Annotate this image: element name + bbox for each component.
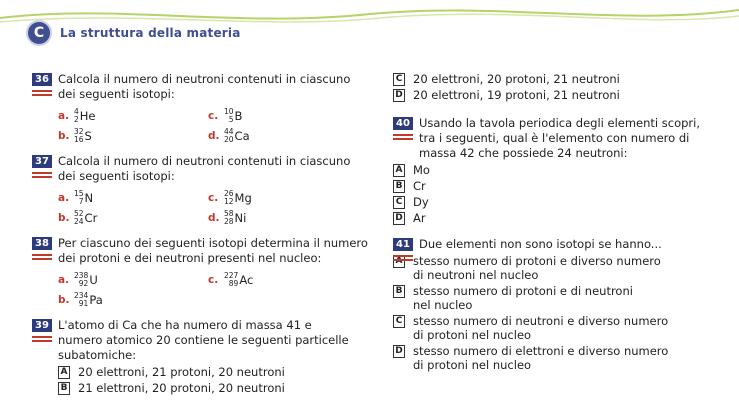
item-letter: c. — [208, 191, 219, 204]
question-text: Per ciascuno dei seguenti isotopi determina il numero dei protoni e dei neutroni presenti nel nucleo: — [58, 236, 368, 265]
nuclide — [74, 190, 93, 206]
question-number: 38 — [32, 237, 52, 250]
element-symbol: Ni — [234, 210, 247, 225]
isotope-list — [32, 270, 382, 310]
isotope-item — [58, 126, 208, 146]
section-title: La struttura della materia — [60, 26, 241, 40]
choice-letter-box: A — [58, 366, 70, 379]
answer-choice[interactable] — [393, 211, 733, 225]
question-text: Calcola il numero di neutroni contenuti in ciascuno dei seguenti isotopi: — [58, 72, 351, 101]
mass-number: 15 — [74, 189, 84, 198]
item-letter: d. — [208, 211, 220, 224]
question-36 — [32, 72, 382, 102]
mass-number: 44 — [224, 127, 234, 136]
choice-letter-box: C — [393, 73, 405, 86]
item-letter: c. — [208, 109, 219, 122]
choice-letter-box: D — [393, 89, 405, 102]
choice-list — [393, 254, 733, 372]
answer-choice[interactable] — [393, 72, 733, 86]
element-symbol: He — [79, 108, 96, 123]
choice-text: stesso numero di protoni e diverso numero di neutroni nel nucleo — [413, 254, 661, 282]
choice-letter-box: A — [393, 164, 405, 177]
question-text: Calcola il numero di neutroni contenuti in ciascuno dei seguenti isotopi: — [58, 154, 351, 183]
choice-list — [32, 365, 382, 395]
element-symbol: Mg — [234, 190, 252, 205]
isotope-item — [58, 290, 208, 310]
choice-text: 20 elettroni, 21 protoni, 20 neutroni — [78, 365, 285, 379]
choice-list-continued — [393, 72, 733, 102]
choice-text: stesso numero di protoni e di neutroni nel nucleo — [413, 284, 633, 312]
left-column — [32, 72, 382, 395]
element-symbol: Cr — [84, 210, 98, 225]
element-symbol: N — [84, 190, 94, 205]
choice-letter-box: C — [393, 315, 405, 328]
nuclide — [74, 272, 98, 288]
choice-letter-box: A — [393, 255, 405, 268]
question-number: 41 — [393, 238, 413, 251]
isotope-list — [32, 188, 382, 228]
mass-number: 58 — [224, 209, 234, 218]
choice-text: stesso numero di neutroni e diverso numero di protoni nel nucleo — [413, 314, 669, 342]
nuclide — [224, 272, 253, 288]
nuclide — [224, 210, 246, 226]
choice-letter-box: D — [393, 212, 405, 225]
question-38 — [32, 236, 382, 266]
mass-number: 26 — [224, 189, 234, 198]
choice-text: Mo — [413, 163, 430, 177]
item-letter: b. — [58, 211, 70, 224]
isotope-item — [208, 126, 358, 146]
isotope-item — [208, 208, 358, 228]
answer-choice[interactable] — [58, 381, 382, 395]
isotope-item — [58, 208, 208, 228]
isotope-item — [58, 270, 208, 290]
choice-list — [393, 163, 733, 225]
choice-letter-box: C — [393, 196, 405, 209]
atomic-number: 91 — [78, 299, 89, 308]
question-number: 36 — [32, 73, 52, 86]
atomic-number: 89 — [228, 279, 239, 288]
atomic-number: 16 — [74, 135, 84, 144]
question-40 — [393, 116, 733, 161]
question-number: 40 — [393, 117, 413, 130]
answer-choice[interactable] — [58, 365, 382, 379]
question-text: Usando la tavola periodica degli elementi scopri, tra i seguenti, qual è l'elemento con numero di massa 42 che possiede 24 neutroni: — [419, 116, 701, 160]
answer-choice[interactable] — [393, 179, 733, 193]
mass-number: 4 — [74, 107, 79, 116]
item-letter: a. — [58, 191, 70, 204]
question-37 — [32, 154, 382, 184]
choice-text: 20 elettroni, 19 protoni, 21 neutroni — [413, 88, 620, 102]
section-header — [28, 22, 241, 44]
question-number: 37 — [32, 155, 52, 168]
question-number: 39 — [32, 319, 52, 332]
item-letter: d. — [208, 129, 220, 142]
isotope-item — [58, 188, 208, 208]
nuclide — [74, 292, 103, 308]
isotope-item — [208, 106, 358, 126]
isotope-item — [58, 106, 208, 126]
item-letter: b. — [58, 129, 70, 142]
item-letter: c. — [208, 273, 219, 286]
nuclide — [224, 190, 252, 206]
choice-text: 21 elettroni, 20 protoni, 20 neutroni — [78, 381, 285, 395]
mass-number: 238 — [74, 271, 89, 280]
mass-number: 10 — [224, 107, 234, 116]
choice-letter-box: B — [393, 285, 405, 298]
isotope-item — [208, 188, 358, 208]
nuclide — [74, 108, 96, 124]
answer-choice[interactable] — [393, 88, 733, 102]
mass-number: 32 — [74, 127, 84, 136]
answer-choice[interactable] — [393, 195, 733, 209]
question-text: L'atomo di Ca che ha numero di massa 41 e numero atomico 20 contiene le seguenti particelle subatomiche: — [58, 318, 349, 362]
mass-number: 234 — [74, 291, 89, 300]
right-column — [393, 72, 733, 372]
question-text: Due elementi non sono isotopi se hanno... — [419, 237, 662, 251]
nuclide — [224, 108, 242, 124]
choice-text: stesso numero di elettroni e diverso numero di protoni nel nucleo — [413, 344, 669, 372]
question-41 — [393, 237, 733, 252]
answer-choice[interactable] — [393, 344, 733, 372]
answer-choice[interactable] — [393, 254, 733, 282]
isotope-item — [208, 270, 358, 290]
atomic-number: 24 — [74, 217, 84, 226]
atomic-number: 20 — [224, 135, 234, 144]
element-symbol: S — [84, 128, 92, 143]
element-symbol: Ac — [239, 272, 254, 287]
element-symbol: Pa — [89, 292, 103, 307]
answer-choice[interactable] — [393, 314, 733, 342]
element-symbol: U — [89, 272, 98, 287]
choice-text: 20 elettroni, 20 protoni, 21 neutroni — [413, 72, 620, 86]
answer-choice[interactable] — [393, 284, 733, 312]
choice-letter-box: D — [393, 345, 405, 358]
nuclide — [74, 128, 92, 144]
mass-number: 52 — [74, 209, 84, 218]
isotope-list — [32, 106, 382, 146]
item-letter: a. — [58, 273, 70, 286]
atomic-number: 12 — [224, 197, 234, 206]
atomic-number: 28 — [224, 217, 234, 226]
choice-text: Cr — [413, 179, 426, 193]
atomic-number: 7 — [78, 197, 84, 206]
answer-choice[interactable] — [393, 163, 733, 177]
question-39 — [32, 318, 382, 363]
item-letter: b. — [58, 293, 70, 306]
choice-text: Ar — [413, 211, 426, 225]
choice-letter-box: B — [58, 382, 70, 395]
element-symbol: B — [234, 108, 243, 123]
choice-letter-box: B — [393, 180, 405, 193]
atomic-number: 2 — [74, 115, 79, 124]
item-letter: a. — [58, 109, 70, 122]
nuclide — [224, 128, 250, 144]
atomic-number: 5 — [228, 115, 234, 124]
section-badge: C — [28, 22, 50, 44]
element-symbol: Ca — [234, 128, 250, 143]
atomic-number: 92 — [78, 279, 89, 288]
nuclide — [74, 210, 97, 226]
choice-text: Dy — [413, 195, 429, 209]
mass-number: 227 — [224, 271, 239, 280]
